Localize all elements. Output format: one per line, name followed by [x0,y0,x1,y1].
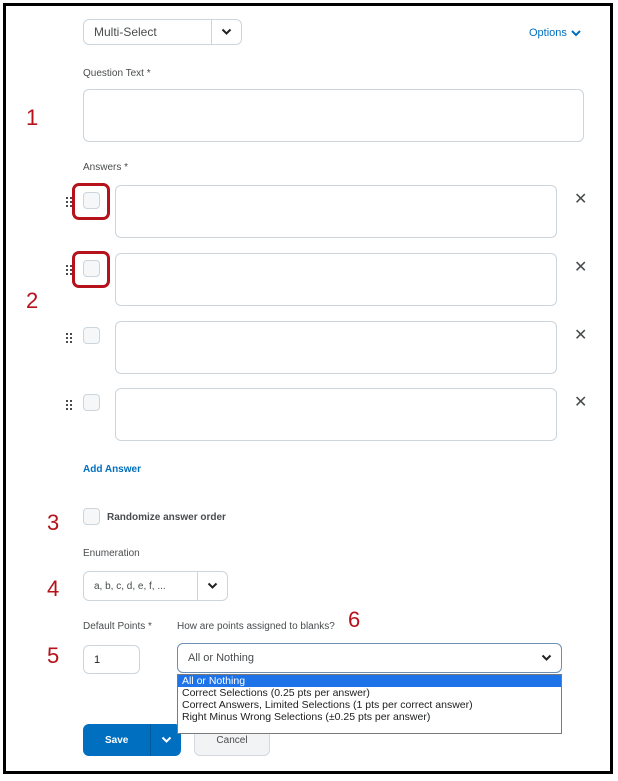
chevron-down-icon [211,20,241,44]
options-link[interactable] [529,24,581,42]
close-icon[interactable]: ✕ [574,259,588,276]
blanks-scoring-select[interactable] [177,643,562,673]
question-type-select[interactable] [83,19,242,45]
annotation-number: 1 [26,105,39,130]
options-link-label: Options [529,27,567,39]
default-points-label: Default Points * [83,621,152,632]
answer-input[interactable] [115,185,557,238]
blanks-scoring-value: All or Nothing [188,652,255,664]
annotation-number: 2 [26,288,39,313]
question-text-label: Question Text * [83,68,151,79]
annotation-number: 6 [348,607,361,632]
dropdown-option[interactable]: Right Minus Wrong Selections (±0.25 pts per answer) [182,711,431,723]
default-points-value: 1 [94,653,101,666]
question-text-input[interactable] [83,89,584,142]
answers-label: Answers * [83,162,129,173]
dropdown-option[interactable]: Correct Selections (0.25 pts per answer) [182,687,370,699]
answer-input[interactable] [115,253,557,306]
enumeration-select[interactable] [83,571,228,601]
enumeration-value: a, b, c, d, e, f, ... [94,580,166,592]
close-icon[interactable]: ✕ [574,327,588,344]
cancel-button-label: Cancel [216,734,248,746]
dropdown-option[interactable]: All or Nothing [178,675,561,687]
answer-input[interactable] [115,321,557,374]
question-type-value: Multi-Select [94,25,157,39]
save-button[interactable] [83,724,181,756]
drag-handle-icon[interactable] [66,330,72,340]
chevron-down-icon [531,644,561,672]
chevron-down-icon [197,572,227,600]
drag-handle-icon[interactable] [66,397,72,407]
blanks-scoring-label: How are points assigned to blanks? [177,621,335,632]
answer-input[interactable] [115,388,557,441]
dropdown-option[interactable]: Correct Answers, Limited Selections (1 pts per correct answer) [182,699,473,711]
randomize-checkbox[interactable] [83,508,100,525]
answer-checkbox[interactable] [83,394,100,411]
save-button-label: Save [105,734,129,746]
blanks-scoring-dropdown [177,674,562,734]
chevron-down-icon[interactable] [151,736,181,744]
randomize-label: Randomize answer order [107,512,226,523]
close-icon[interactable]: ✕ [574,191,588,208]
annotation-number: 4 [47,576,60,601]
add-answer-link[interactable]: Add Answer [83,464,141,475]
default-points-input[interactable] [83,645,140,674]
close-icon[interactable]: ✕ [574,394,588,411]
answer-checkbox[interactable] [83,327,100,344]
chevron-down-icon [571,24,581,42]
answer-checkbox[interactable] [83,192,100,209]
annotation-number: 5 [47,643,60,668]
annotation-number: 3 [47,510,60,535]
answer-checkbox[interactable] [83,260,100,277]
enumeration-label: Enumeration [83,548,140,559]
